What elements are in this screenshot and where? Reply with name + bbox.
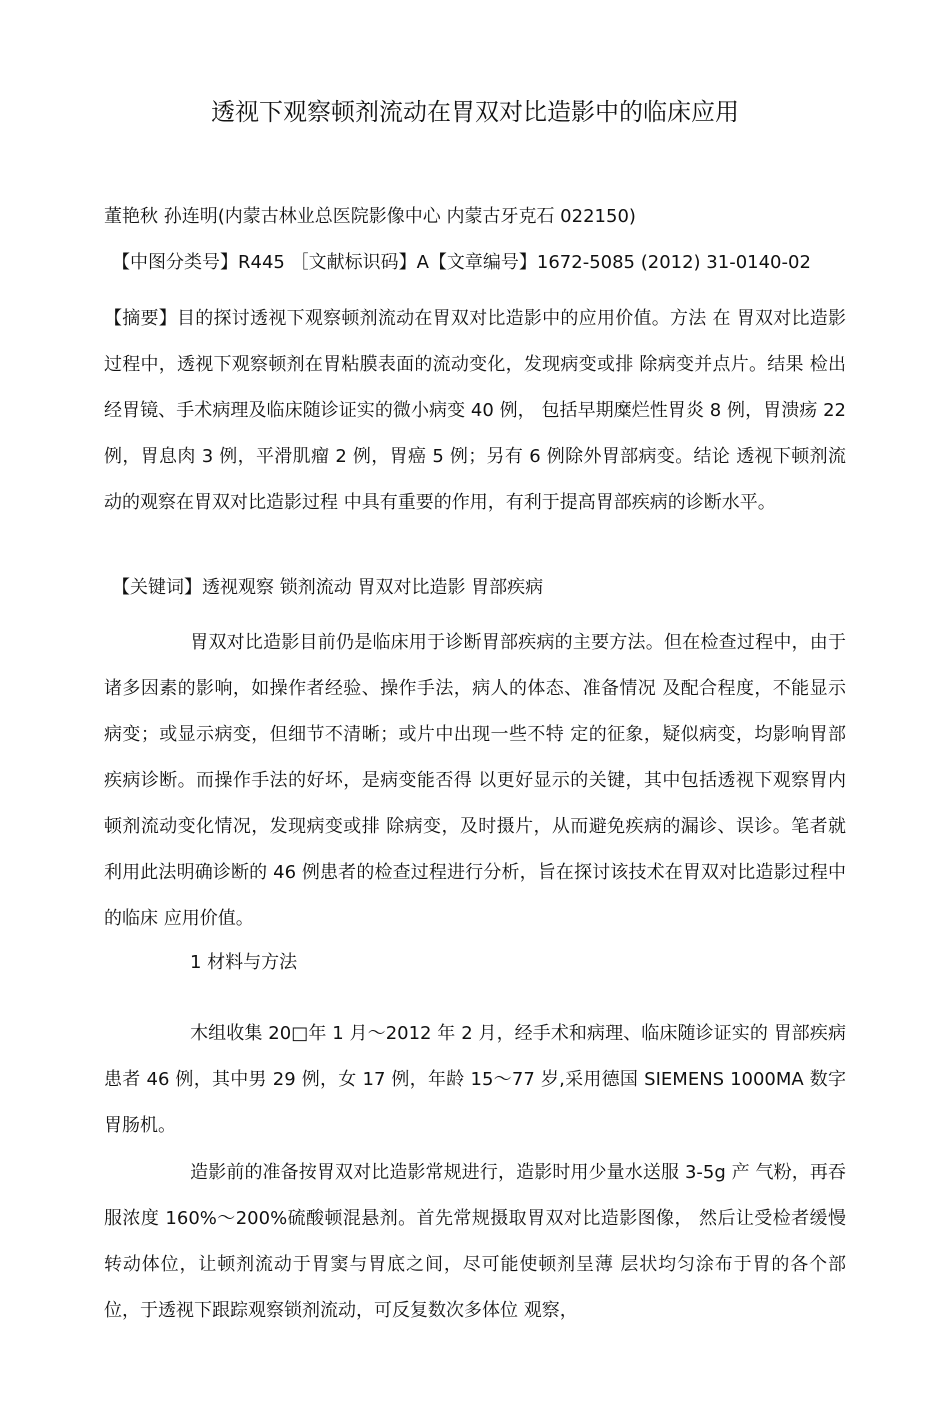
method-text: 造影前的准备按胃双对比造影常规进行，造影时用少量水送服 3-5g 产 气粉，再吞服浓度 160%〜200%硫酸顿混悬剂。首先常规摄取胃双对比造影图像， 然后让受检者缓慢转动体位，让顿剂流动于胃窦与胃底之间，尽可能使顿剂呈薄 层状均匀涂布于胃的各个部位，于透视下跟踪观察锁剂流动，可反复数次多体位 观察， (104, 1162, 846, 1321)
method-paragraph (104, 1150, 846, 1334)
intro-text: 胃双对比造影目前仍是临床用于诊断胃部疾病的主要方法。但在检查过程中，由于诸多因素的影响，如操作者经验、操作手法，病人的体态、准备情况 及配合程度，不能显示病变；或显示病变，但细节不清晰；或片中出现一些不特 定的征象，疑似病变，均影响胃部疾病诊断。而操作手法的好坏，是病变能否得 以更好显示的关键，其中包括透视下观察胃内顿剂流动变化情况，发现病变或排 除病变，及时摄片，从而避免疾病的漏诊、误诊。笔者就利用此法明确诊断的 46 例患者的检查过程进行分析，旨在探讨该技术在胃双对比造影过程中的临床 应用价值。 (104, 632, 846, 929)
paper-title: 透视下观察顿剂流动在胃双对比造影中的临床应用 (211, 98, 739, 126)
intro-paragraph (104, 620, 846, 942)
materials-text: 木组收集 20□年 1 月〜2012 年 2 月，经手术和病理、临床随诊证实的 胃部疾病患者 46 例，其中男 29 例，女 17 例，年龄 15〜77 岁,采用德国 SIEMENS 1000MA 数字胃肠机。 (104, 1023, 846, 1136)
author-affiliation: 董艳秋 孙连明(内蒙古林业总医院影像中心 内蒙古牙克石 022150) (104, 206, 636, 227)
keywords-line: 【关键词】透视观察 锁剂流动 胃双对比造影 胃部疾病 (112, 577, 544, 598)
classification-line: 【中图分类号】R445 ［文献标识码】A【文章编号】1672-5085 (2012) 31-0140-02 (112, 252, 811, 273)
section-heading: 1 材料与方法 (190, 952, 298, 973)
materials-paragraph (104, 1011, 846, 1149)
abstract-paragraph: 【摘要】目的探讨透视下观察顿剂流动在胃双对比造影中的应用价值。方法 在 胃双对比造影过程中，透视下观察顿剂在胃粘膜表面的流动变化，发现病变或排 除病变并点片。结果 检出经胃镜、手术病理及临床随诊证实的微小病变 40 例， 包括早期糜烂性胃炎 8 例，胃溃疡 22 例，胃息肉 3 例，平滑肌瘤 2 例，胃癌 5 例；另有 6 例除外胃部病变。结论 透视下顿剂流动的观察在胃双对比造影过程 中具有重要的作用，有利于提高胃部疾病的诊断水平。 (104, 308, 846, 513)
